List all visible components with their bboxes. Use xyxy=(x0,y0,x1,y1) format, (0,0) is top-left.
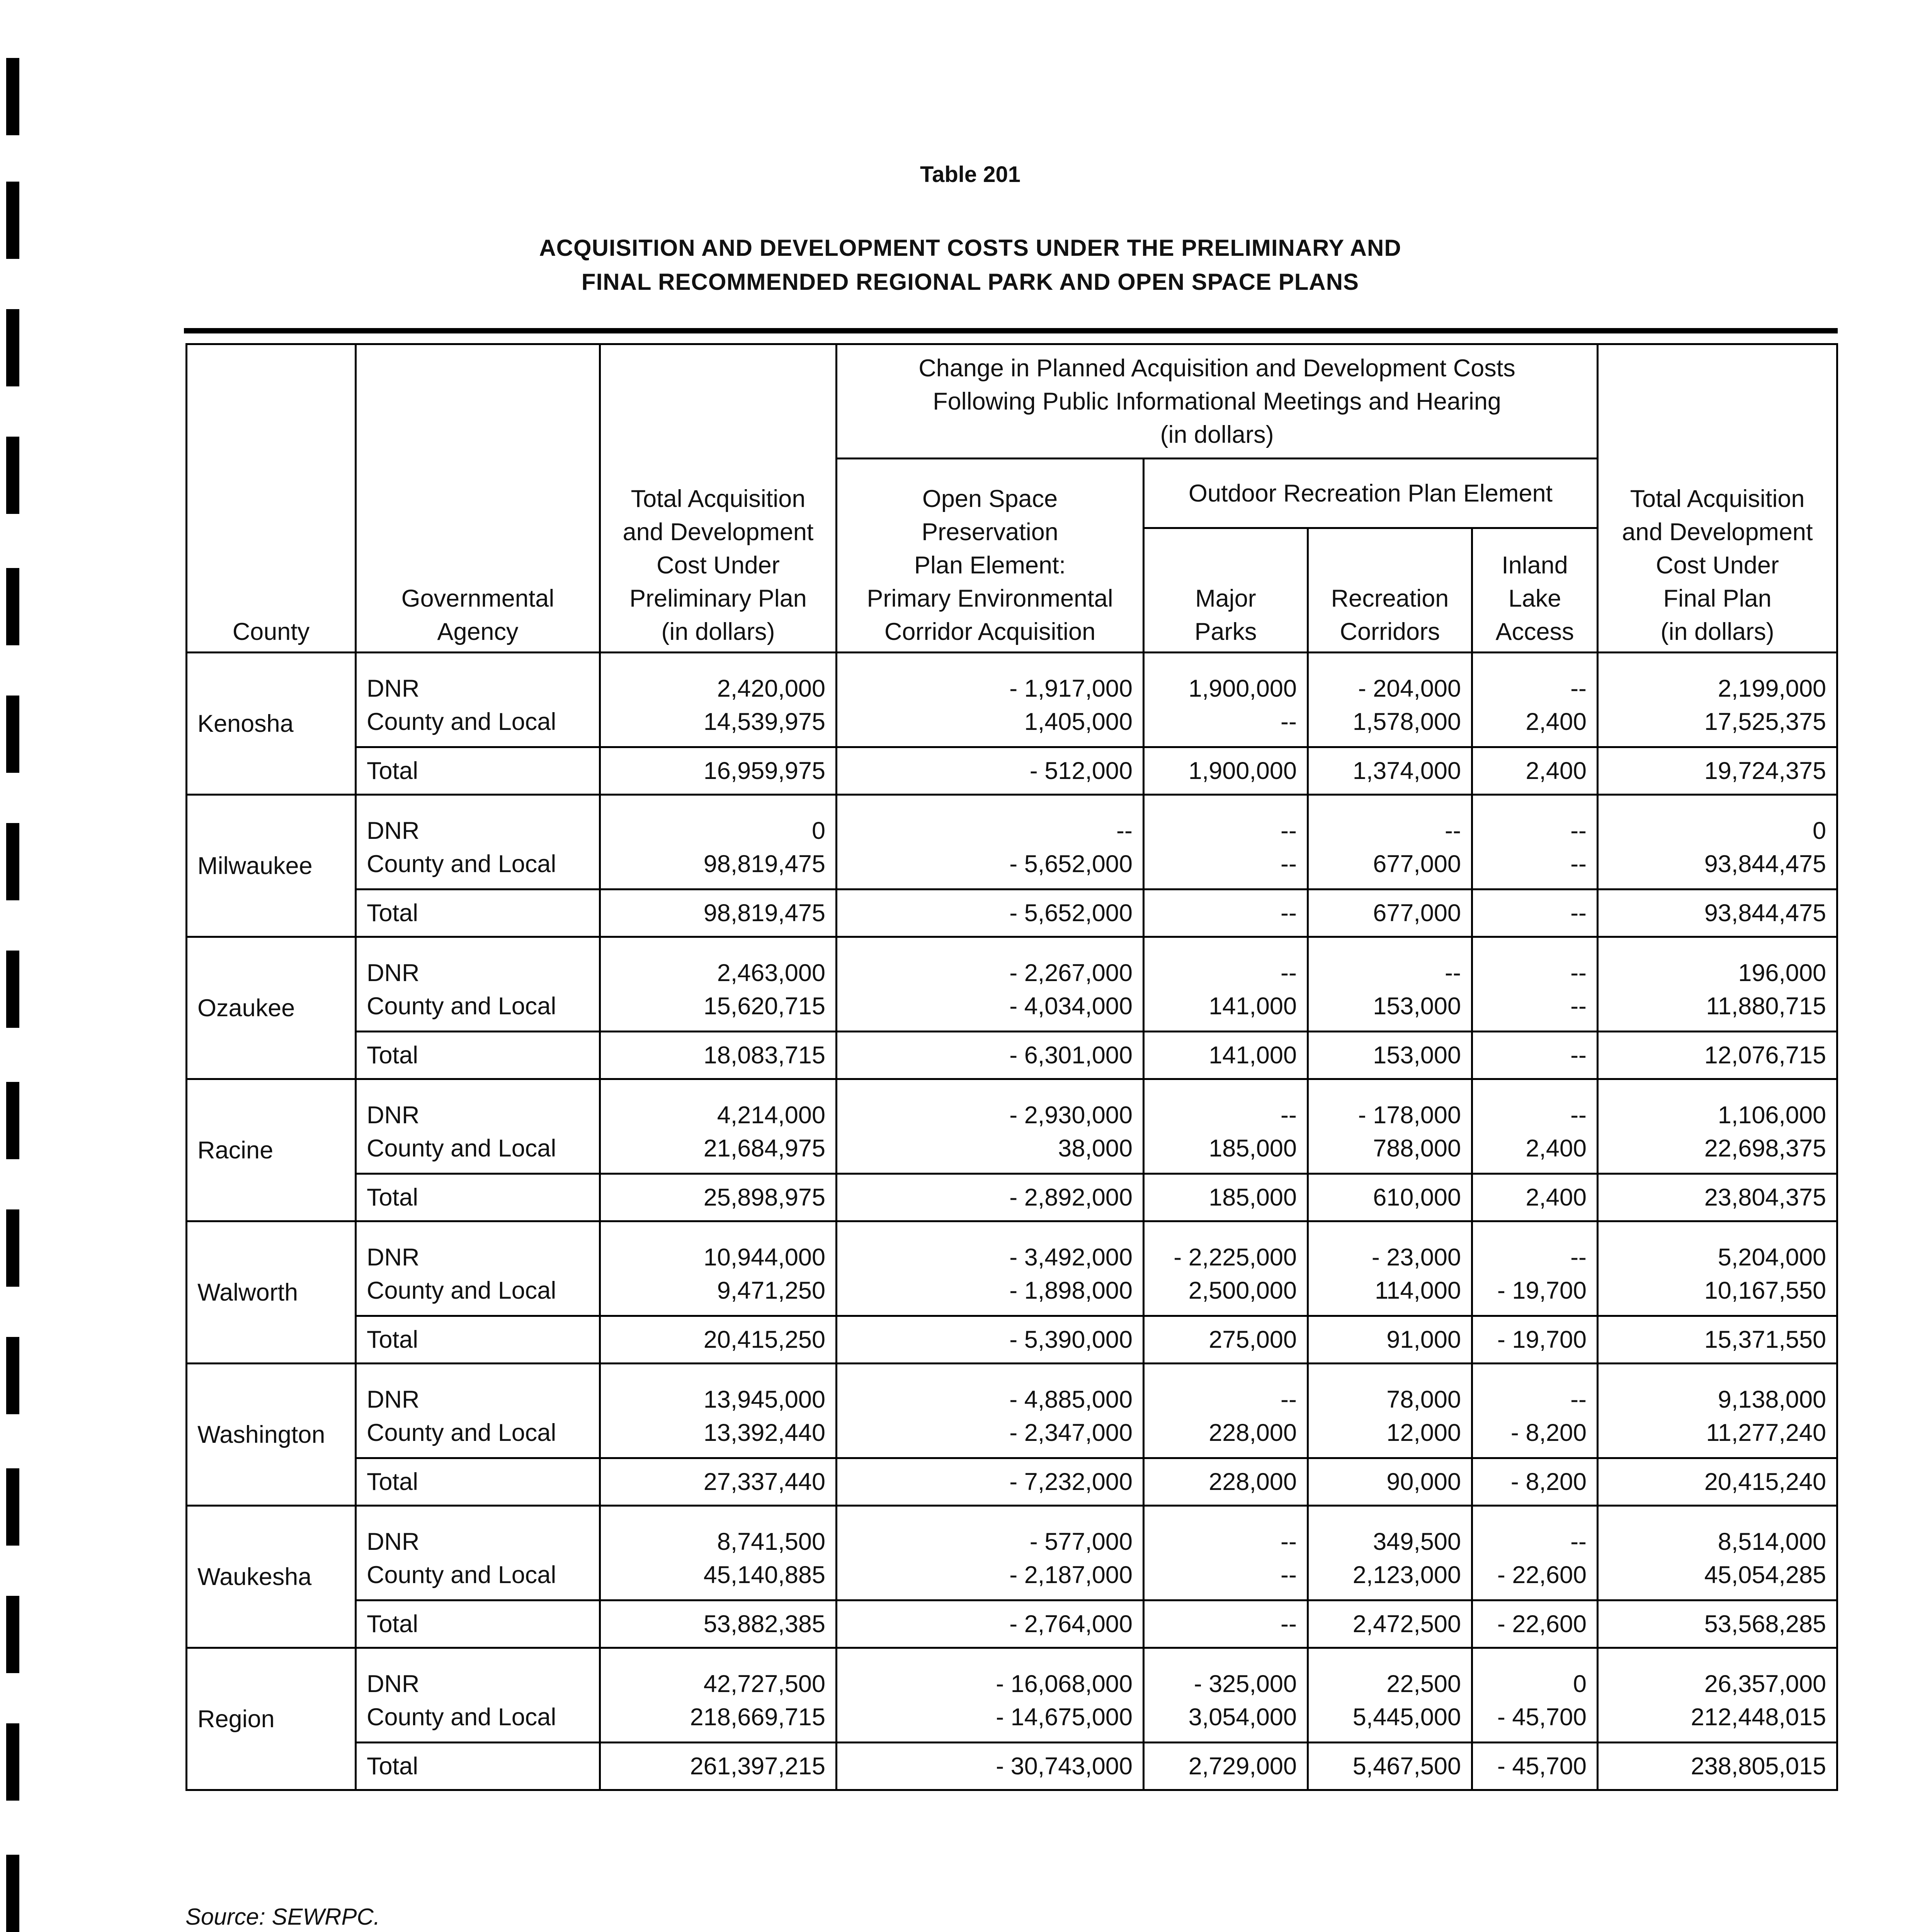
agency-cell xyxy=(356,937,600,1032)
county-local-value: 2,123,000 xyxy=(1352,1561,1461,1588)
margin-mark xyxy=(6,1468,19,1546)
margin-mark xyxy=(6,1855,19,1932)
total-value: -- xyxy=(1472,1032,1598,1079)
county-local-value: -- xyxy=(1281,1561,1297,1588)
header-county: County xyxy=(187,344,356,653)
value-cell xyxy=(1144,937,1308,1032)
agency-cell xyxy=(356,1506,600,1600)
margin-mark xyxy=(6,1209,19,1287)
value-cell xyxy=(837,937,1144,1032)
margin-mark xyxy=(6,437,19,514)
value-cell xyxy=(1472,1648,1598,1743)
total-value: 2,472,500 xyxy=(1308,1600,1472,1648)
total-value: 238,805,015 xyxy=(1598,1743,1837,1790)
county-local-value: 114,000 xyxy=(1374,1277,1461,1304)
total-value: 20,415,250 xyxy=(600,1316,837,1364)
total-value: - 7,232,000 xyxy=(837,1458,1144,1506)
header-inland-lake-access: Inland Lake Access xyxy=(1472,528,1598,653)
total-value: 19,724,375 xyxy=(1598,747,1837,795)
dnr-value: - 2,930,000 xyxy=(1009,1102,1133,1129)
margin-mark xyxy=(6,309,19,386)
dnr-value: DNR xyxy=(367,1244,420,1271)
total-label: Total xyxy=(356,1600,600,1648)
table-row-pair xyxy=(187,1079,1837,1174)
table-row-pair xyxy=(187,653,1837,747)
county-local-value: County and Local xyxy=(367,993,556,1020)
total-value: 153,000 xyxy=(1308,1032,1472,1079)
dnr-value: 4,214,000 xyxy=(717,1102,825,1129)
dnr-value: -- xyxy=(1570,959,1587,986)
county-name: Racine xyxy=(187,1079,356,1221)
county-local-value: 5,445,000 xyxy=(1352,1704,1461,1731)
dnr-value: -- xyxy=(1445,959,1461,986)
dnr-value: 26,357,000 xyxy=(1704,1670,1827,1697)
dnr-value: 22,500 xyxy=(1386,1670,1461,1697)
dnr-value: -- xyxy=(1570,817,1587,844)
county-name: Washington xyxy=(187,1364,356,1506)
dnr-value: - 3,492,000 xyxy=(1009,1244,1133,1271)
dnr-value: -- xyxy=(1281,1528,1297,1555)
county-local-value: County and Local xyxy=(367,1561,556,1588)
total-value: - 5,652,000 xyxy=(837,889,1144,937)
value-cell xyxy=(1472,653,1598,747)
value-cell xyxy=(837,1079,1144,1174)
margin-mark xyxy=(6,1082,19,1159)
dnr-value: -- xyxy=(1281,1102,1297,1129)
county-local-value: 677,000 xyxy=(1373,850,1461,878)
header-final-cost: Total Acquisition and Development Cost Under Final Plan (in dollars) xyxy=(1598,344,1837,653)
county-local-value: -- xyxy=(1570,850,1587,878)
total-value: - 22,600 xyxy=(1472,1600,1598,1648)
margin-mark xyxy=(6,1337,19,1414)
dnr-value: 0 xyxy=(811,817,825,844)
margin-mark xyxy=(6,951,19,1028)
dnr-value: 0 xyxy=(1573,1670,1587,1697)
dnr-value: DNR xyxy=(367,817,420,844)
dnr-value: -- xyxy=(1281,959,1297,986)
table-row-pair xyxy=(187,1648,1837,1743)
total-value: 23,804,375 xyxy=(1598,1174,1837,1221)
margin-mark xyxy=(6,1723,19,1801)
county-local-value: County and Local xyxy=(367,1135,556,1162)
table-top-rule xyxy=(184,328,1838,333)
margin-mark xyxy=(6,568,19,645)
total-value: 93,844,475 xyxy=(1598,889,1837,937)
dnr-value: 13,945,000 xyxy=(703,1386,825,1413)
county-local-value: 2,500,000 xyxy=(1188,1277,1297,1304)
total-label: Total xyxy=(356,1174,600,1221)
dnr-value: 10,944,000 xyxy=(703,1244,825,1271)
county-local-value: - 5,652,000 xyxy=(1009,850,1133,878)
table-row-total xyxy=(187,1600,1837,1648)
value-cell xyxy=(1598,653,1837,747)
value-cell xyxy=(1598,1221,1837,1316)
dnr-value: -- xyxy=(1570,1528,1587,1555)
dnr-value: DNR xyxy=(367,1670,420,1697)
total-value: - 45,700 xyxy=(1472,1743,1598,1790)
county-local-value: 1,405,000 xyxy=(1024,708,1133,735)
dnr-value: -- xyxy=(1445,817,1461,844)
dnr-value: 8,741,500 xyxy=(717,1528,825,1555)
value-cell xyxy=(1308,1221,1472,1316)
dnr-value: DNR xyxy=(367,675,420,702)
header-preliminary-cost: Total Acquisition and Development Cost Under Preliminary Plan (in dollars) xyxy=(600,344,837,653)
table-title xyxy=(0,231,1932,299)
total-value: 12,076,715 xyxy=(1598,1032,1837,1079)
dnr-value: -- xyxy=(1570,1102,1587,1129)
total-value: - 6,301,000 xyxy=(837,1032,1144,1079)
county-local-value: 9,471,250 xyxy=(717,1277,825,1304)
dnr-value: - 2,267,000 xyxy=(1009,959,1133,986)
header-recreation-corridors: Recreation Corridors xyxy=(1308,528,1472,653)
county-local-value: - 45,700 xyxy=(1497,1704,1587,1731)
county-local-value: County and Local xyxy=(367,1277,556,1304)
agency-cell xyxy=(356,1364,600,1458)
total-value: - 30,743,000 xyxy=(837,1743,1144,1790)
dnr-value: DNR xyxy=(367,1386,420,1413)
county-name: Region xyxy=(187,1648,356,1790)
county-local-value: County and Local xyxy=(367,1704,556,1731)
county-name: Kenosha xyxy=(187,653,356,795)
source-note: Source: SEWRPC. xyxy=(185,1904,380,1930)
agency-cell xyxy=(356,653,600,747)
value-cell xyxy=(1308,937,1472,1032)
table-row-total xyxy=(187,1174,1837,1221)
county-local-value: 22,698,375 xyxy=(1704,1135,1827,1162)
value-cell xyxy=(837,1364,1144,1458)
total-value: 27,337,440 xyxy=(600,1458,837,1506)
county-name: Milwaukee xyxy=(187,795,356,937)
value-cell xyxy=(1598,1364,1837,1458)
table-title-line: FINAL RECOMMENDED REGIONAL PARK AND OPEN SPACE PLANS xyxy=(581,269,1359,295)
county-local-value: -- xyxy=(1570,993,1587,1020)
total-value: 16,959,975 xyxy=(600,747,837,795)
county-local-value: 153,000 xyxy=(1373,993,1461,1020)
header-major-parks: Major Parks xyxy=(1144,528,1308,653)
total-value: - 19,700 xyxy=(1472,1316,1598,1364)
header-open-space: Open Space Preservation Plan Element: Primary Environmental Corridor Acquisition xyxy=(837,459,1144,653)
total-value: -- xyxy=(1144,889,1308,937)
value-cell xyxy=(1598,937,1837,1032)
county-local-value: 12,000 xyxy=(1386,1419,1461,1446)
value-cell xyxy=(600,937,837,1032)
county-local-value: 13,392,440 xyxy=(703,1419,825,1446)
county-local-value: 17,525,375 xyxy=(1704,708,1827,735)
county-local-value: 98,819,475 xyxy=(703,850,825,878)
dnr-value: -- xyxy=(1570,1244,1587,1271)
total-value: 2,400 xyxy=(1472,1174,1598,1221)
dnr-value: - 577,000 xyxy=(1029,1528,1133,1555)
agency-cell xyxy=(356,1648,600,1743)
county-local-value: 11,277,240 xyxy=(1706,1419,1827,1446)
dnr-value: DNR xyxy=(367,1528,420,1555)
dnr-value: - 325,000 xyxy=(1194,1670,1297,1697)
total-label: Total xyxy=(356,1743,600,1790)
total-value: 228,000 xyxy=(1144,1458,1308,1506)
total-value: 677,000 xyxy=(1308,889,1472,937)
margin-mark xyxy=(6,696,19,773)
table-title-line: ACQUISITION AND DEVELOPMENT COSTS UNDER THE PRELIMINARY AND xyxy=(539,235,1401,261)
total-value: - 512,000 xyxy=(837,747,1144,795)
value-cell xyxy=(1144,1221,1308,1316)
value-cell xyxy=(1144,1079,1308,1174)
agency-cell xyxy=(356,795,600,889)
total-value: 15,371,550 xyxy=(1598,1316,1837,1364)
margin-mark xyxy=(6,58,19,135)
margin-mark xyxy=(6,823,19,900)
dnr-value: DNR xyxy=(367,1102,420,1129)
total-value: 610,000 xyxy=(1308,1174,1472,1221)
value-cell xyxy=(1144,1648,1308,1743)
value-cell xyxy=(1472,1364,1598,1458)
total-value: 20,415,240 xyxy=(1598,1458,1837,1506)
county-local-value: 212,448,015 xyxy=(1690,1704,1827,1731)
dnr-value: 0 xyxy=(1813,817,1827,844)
dnr-value: - 1,917,000 xyxy=(1009,675,1133,702)
table-row-total xyxy=(187,1458,1837,1506)
county-local-value: - 19,700 xyxy=(1497,1277,1587,1304)
total-value: - 2,892,000 xyxy=(837,1174,1144,1221)
value-cell xyxy=(1472,1506,1598,1600)
dnr-value: -- xyxy=(1281,1386,1297,1413)
county-local-value: - 8,200 xyxy=(1510,1419,1587,1446)
total-value: 18,083,715 xyxy=(600,1032,837,1079)
county-local-value: -- xyxy=(1281,850,1297,878)
total-label: Total xyxy=(356,1316,600,1364)
value-cell xyxy=(1308,1364,1472,1458)
county-name: Ozaukee xyxy=(187,937,356,1079)
value-cell xyxy=(600,1506,837,1600)
dnr-value: DNR xyxy=(367,959,420,986)
total-value: - 8,200 xyxy=(1472,1458,1598,1506)
county-local-value: 3,054,000 xyxy=(1188,1704,1297,1731)
dnr-value: 1,900,000 xyxy=(1188,675,1297,702)
value-cell xyxy=(1472,795,1598,889)
county-local-value: 185,000 xyxy=(1209,1135,1297,1162)
cost-table xyxy=(185,343,1838,1791)
total-value: 91,000 xyxy=(1308,1316,1472,1364)
table-row-total xyxy=(187,1316,1837,1364)
county-local-value: - 1,898,000 xyxy=(1009,1277,1133,1304)
dnr-value: -- xyxy=(1281,817,1297,844)
table-row-total xyxy=(187,1032,1837,1079)
value-cell xyxy=(1308,653,1472,747)
total-value: 53,882,385 xyxy=(600,1600,837,1648)
county-local-value: 2,400 xyxy=(1526,1135,1587,1162)
header-agency: Governmental Agency xyxy=(356,344,600,653)
total-value: 275,000 xyxy=(1144,1316,1308,1364)
county-local-value: 14,539,975 xyxy=(703,708,825,735)
value-cell xyxy=(837,1648,1144,1743)
value-cell xyxy=(1144,653,1308,747)
value-cell xyxy=(1472,1079,1598,1174)
total-value: 2,729,000 xyxy=(1144,1743,1308,1790)
table-row-pair xyxy=(187,795,1837,889)
header-outdoor-group: Outdoor Recreation Plan Element xyxy=(1144,459,1598,528)
total-value: 90,000 xyxy=(1308,1458,1472,1506)
total-value: 2,400 xyxy=(1472,747,1598,795)
table-body xyxy=(187,653,1837,1790)
dnr-value: 2,420,000 xyxy=(717,675,825,702)
value-cell xyxy=(1598,795,1837,889)
total-value: 53,568,285 xyxy=(1598,1600,1837,1648)
dnr-value: 78,000 xyxy=(1386,1386,1461,1413)
total-value: -- xyxy=(1144,1600,1308,1648)
value-cell xyxy=(600,1648,837,1743)
county-local-value: 788,000 xyxy=(1373,1135,1461,1162)
table-row-pair xyxy=(187,937,1837,1032)
margin-mark xyxy=(6,1596,19,1673)
value-cell xyxy=(1308,795,1472,889)
value-cell xyxy=(600,653,837,747)
total-value: 25,898,975 xyxy=(600,1174,837,1221)
county-name: Waukesha xyxy=(187,1506,356,1648)
value-cell xyxy=(1144,1364,1308,1458)
table-row-total xyxy=(187,1743,1837,1790)
county-local-value: 218,669,715 xyxy=(690,1704,825,1731)
total-label: Total xyxy=(356,889,600,937)
dnr-value: 2,199,000 xyxy=(1718,675,1827,702)
value-cell xyxy=(600,1079,837,1174)
total-value: 261,397,215 xyxy=(600,1743,837,1790)
value-cell xyxy=(1598,1648,1837,1743)
value-cell xyxy=(837,1506,1144,1600)
table-row-total xyxy=(187,889,1837,937)
value-cell xyxy=(837,1221,1144,1316)
county-local-value: - 14,675,000 xyxy=(996,1704,1133,1731)
county-local-value: 228,000 xyxy=(1209,1419,1297,1446)
value-cell xyxy=(1598,1506,1837,1600)
county-local-value: 45,054,285 xyxy=(1704,1561,1827,1588)
table-row-pair xyxy=(187,1364,1837,1458)
dnr-value: - 4,885,000 xyxy=(1009,1386,1133,1413)
table-row-pair xyxy=(187,1506,1837,1600)
county-local-value: 93,844,475 xyxy=(1704,850,1827,878)
dnr-value: 196,000 xyxy=(1738,959,1827,986)
total-value: 185,000 xyxy=(1144,1174,1308,1221)
agency-cell xyxy=(356,1079,600,1174)
total-value: 5,467,500 xyxy=(1308,1743,1472,1790)
county-local-value: County and Local xyxy=(367,1419,556,1446)
value-cell xyxy=(1472,1221,1598,1316)
dnr-value: 42,727,500 xyxy=(703,1670,825,1697)
dnr-value: - 178,000 xyxy=(1358,1102,1461,1129)
value-cell xyxy=(600,1221,837,1316)
total-label: Total xyxy=(356,747,600,795)
total-value: - 5,390,000 xyxy=(837,1316,1144,1364)
dnr-value: -- xyxy=(1570,675,1587,702)
county-local-value: 45,140,885 xyxy=(703,1561,825,1588)
county-local-value: County and Local xyxy=(367,850,556,878)
dnr-value: - 2,225,000 xyxy=(1173,1244,1297,1271)
table-row-pair xyxy=(187,1221,1837,1316)
dnr-value: -- xyxy=(1116,817,1133,844)
table-number: Table 201 xyxy=(920,162,1021,187)
county-local-value: 2,400 xyxy=(1526,708,1587,735)
county-name: Walworth xyxy=(187,1221,356,1364)
dnr-value: - 23,000 xyxy=(1371,1244,1461,1271)
total-value: 98,819,475 xyxy=(600,889,837,937)
dnr-value: 8,514,000 xyxy=(1718,1528,1827,1555)
value-cell xyxy=(1144,1506,1308,1600)
county-local-value: 141,000 xyxy=(1209,993,1297,1020)
county-local-value: - 2,187,000 xyxy=(1009,1561,1133,1588)
dnr-value: 5,204,000 xyxy=(1718,1244,1827,1271)
total-label: Total xyxy=(356,1458,600,1506)
dnr-value: -- xyxy=(1570,1386,1587,1413)
dnr-value: 1,106,000 xyxy=(1718,1102,1827,1129)
county-local-value: 1,578,000 xyxy=(1352,708,1461,735)
total-value: 1,900,000 xyxy=(1144,747,1308,795)
total-label: Total xyxy=(356,1032,600,1079)
county-local-value: 11,880,715 xyxy=(1706,993,1827,1020)
value-cell xyxy=(1308,1648,1472,1743)
agency-cell xyxy=(356,1221,600,1316)
value-cell xyxy=(600,795,837,889)
value-cell xyxy=(1308,1506,1472,1600)
total-value: - 2,764,000 xyxy=(837,1600,1144,1648)
county-local-value: - 2,347,000 xyxy=(1009,1419,1133,1446)
dnr-value: - 16,068,000 xyxy=(996,1670,1133,1697)
value-cell xyxy=(1144,795,1308,889)
dnr-value: 2,463,000 xyxy=(717,959,825,986)
county-local-value: 15,620,715 xyxy=(703,993,825,1020)
value-cell xyxy=(600,1364,837,1458)
total-value: -- xyxy=(1472,889,1598,937)
value-cell xyxy=(1308,1079,1472,1174)
value-cell xyxy=(1598,1079,1837,1174)
dnr-value: 349,500 xyxy=(1373,1528,1461,1555)
county-local-value: - 22,600 xyxy=(1497,1561,1587,1588)
value-cell xyxy=(837,653,1144,747)
county-local-value: 38,000 xyxy=(1058,1135,1133,1162)
value-cell xyxy=(837,795,1144,889)
county-local-value: 21,684,975 xyxy=(703,1135,825,1162)
county-local-value: -- xyxy=(1281,708,1297,735)
table-row-total xyxy=(187,747,1837,795)
value-cell xyxy=(1472,937,1598,1032)
header-change-group: Change in Planned Acquisition and Development Costs Following Public Informational Meetings and Hearing (in dollars) xyxy=(837,344,1598,459)
county-local-value: - 4,034,000 xyxy=(1009,993,1133,1020)
dnr-value: 9,138,000 xyxy=(1718,1386,1827,1413)
dnr-value: - 204,000 xyxy=(1358,675,1461,702)
county-local-value: 10,167,550 xyxy=(1704,1277,1827,1304)
county-local-value: County and Local xyxy=(367,708,556,735)
total-value: 141,000 xyxy=(1144,1032,1308,1079)
total-value: 1,374,000 xyxy=(1308,747,1472,795)
